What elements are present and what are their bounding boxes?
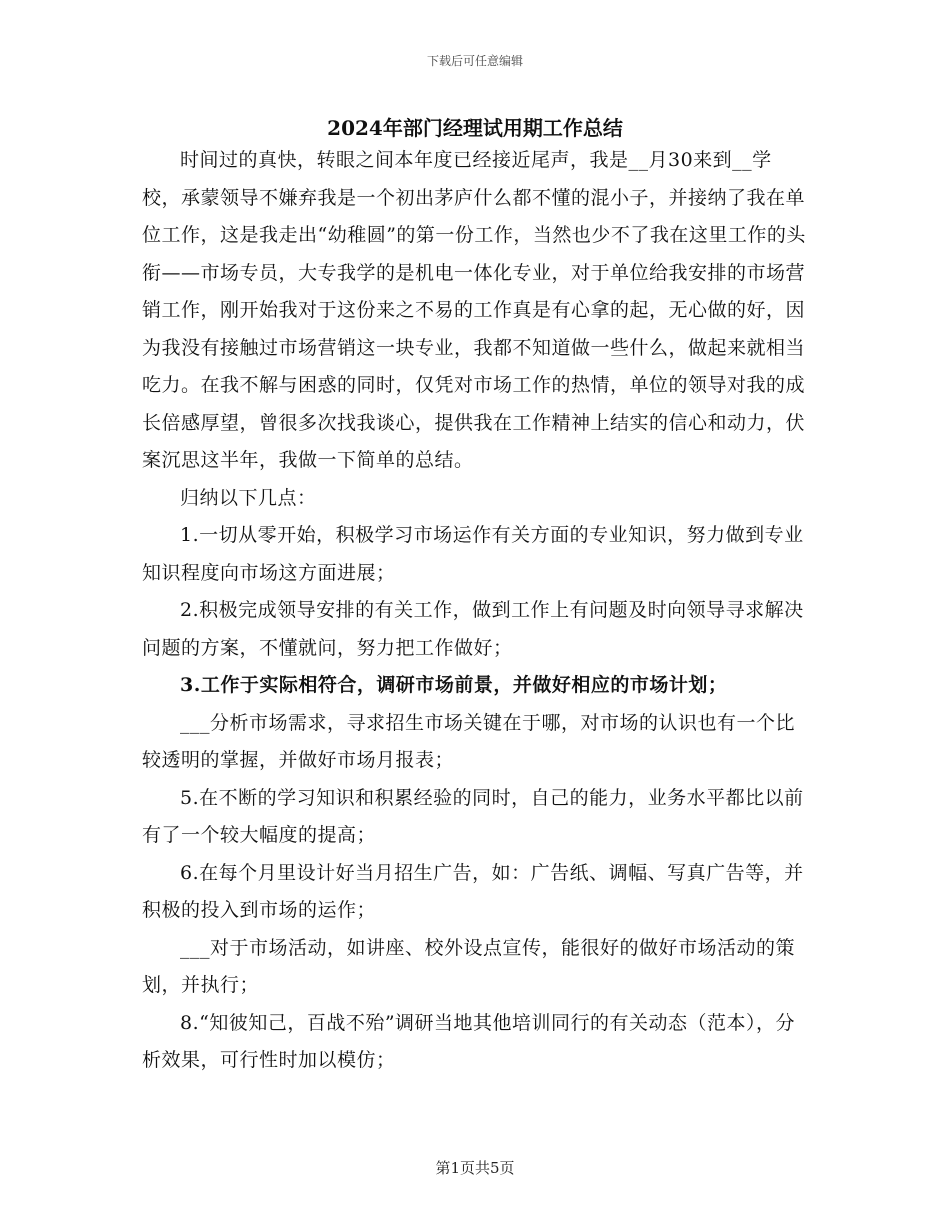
list-item-4: ___分析市场需求，寻求招生市场关键在于哪，对市场的认识也有一个比较透明的掌握，并做好市场月报表； xyxy=(142,711,796,771)
summary-lead: 归纳以下几点： xyxy=(180,486,317,509)
list-item-2: 2.积极完成领导安排的有关工作，做到工作上有问题及时向领导寻求解决问题的方案，不懂就问，努力把工作做好； xyxy=(142,599,804,659)
list-item-7: ___对于市场活动，如讲座、校外设点宣传，能很好的做好市场活动的策划，并执行； xyxy=(142,936,796,996)
list-item-3: 3.工作于实际相符合，调研市场前景，并做好相应的市场计划； xyxy=(180,674,728,696)
list-item-6: 6.在每个月里设计好当月招生广告，如：广告纸、调幅、写真广告等，并积极的投入到市场的运作； xyxy=(142,861,804,921)
document-body xyxy=(142,142,807,1080)
document-title: 2024年部门经理试用期工作总结 xyxy=(327,116,623,140)
page-indicator: 第1页共5页 xyxy=(435,1159,515,1177)
list-item-8: 8.“知彼知己，百战不殆”调研当地其他培训同行的有关动态（范本），分析效果，可行性时加以模仿； xyxy=(142,1011,796,1071)
list-item-5: 5.在不断的学习知识和积累经验的同时，自己的能力，业务水平都比以前有了一个较大幅度的提高； xyxy=(142,786,804,846)
list-item-1: 1.一切从零开始，积极学习市场运作有关方面的专业知识，努力做到专业知识程度向市场这方面进展； xyxy=(142,524,804,584)
header-note: 下载后可任意编辑 xyxy=(426,54,523,68)
intro-paragraph: 时间过的真快，转眼之间本年度已经接近尾声，我是__月30来到__学校，承蒙领导不嫌弃我是一个初出茅庐什么都不懂的混小子，并接纳了我在单位工作，这是我走出“幼稚圆”的第一份工作，当然也少不了我在这里工作的头衔——市场专员，大专我学的是机电一体化专业，对于单位给我安排的市场营销工作，刚开始我对于这份来之不易的工作真是有心拿的起，无心做的好，因为我没有接触过市场营销这一块专业，我都不知道做一些什么，做起来就相当吃力。在我不解与困惑的同时，仅凭对市场工作的热情，单位的领导对我的成长倍感厚望，曾很多次找我谈心，提供我在工作精神上结实的信心和动力，伏案沉思这半年，我做一下简单的总结。 xyxy=(142,149,806,471)
